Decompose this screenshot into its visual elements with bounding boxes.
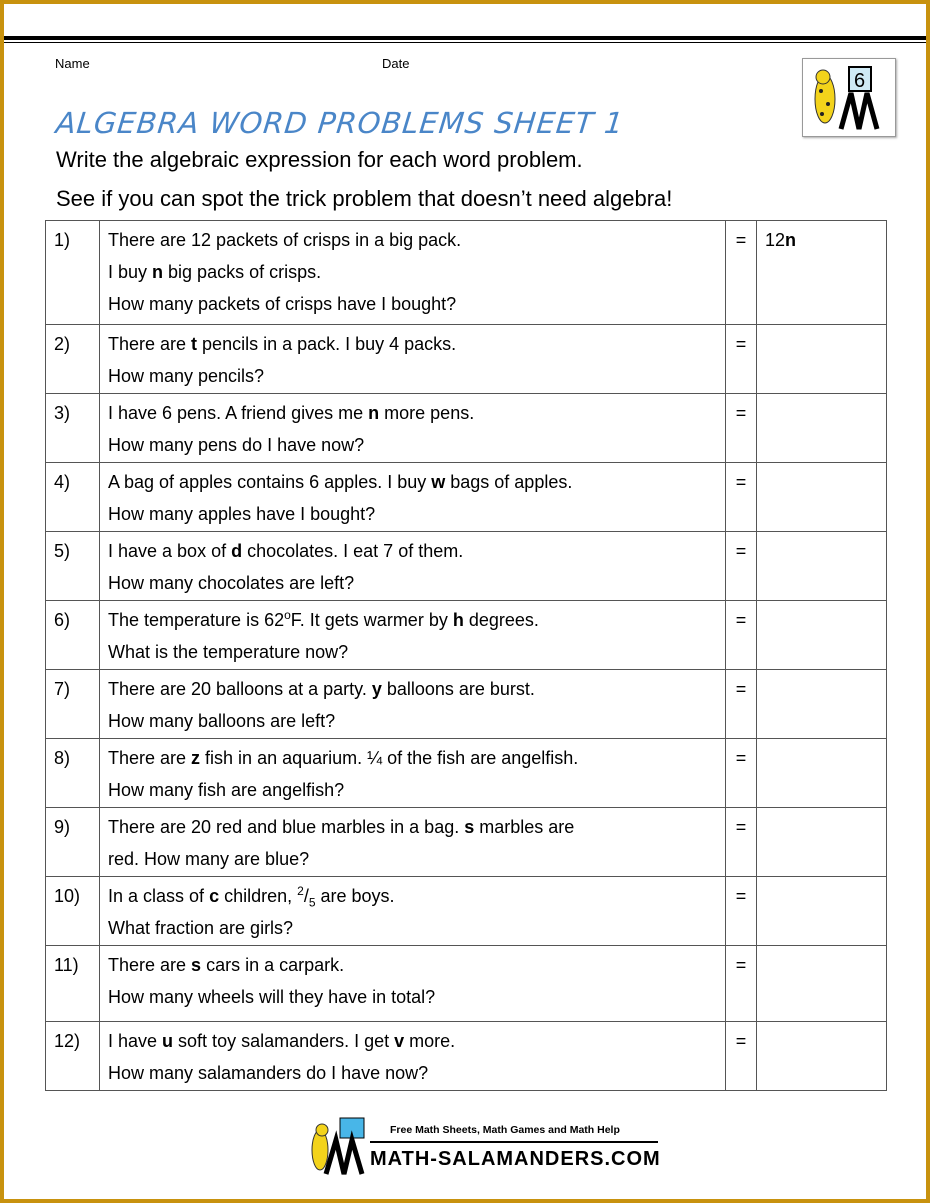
text-segment: / — [303, 886, 309, 906]
variable: s — [191, 955, 202, 975]
variable: s — [464, 817, 475, 837]
text-segment: 12 — [765, 230, 786, 250]
problem-text — [100, 877, 726, 946]
answer-cell[interactable] — [757, 532, 887, 601]
text-segment: chocolates. I eat 7 of them. — [242, 541, 464, 561]
variable: n — [152, 262, 164, 282]
problem-text — [100, 808, 726, 877]
problem-line — [108, 673, 717, 705]
date-label: Date — [382, 56, 410, 71]
text-segment: pencils in a pack. I buy 4 packs. — [197, 334, 457, 354]
problem-line — [108, 843, 717, 875]
text-segment: 5 — [308, 895, 316, 910]
text-segment: bags of apples. — [445, 472, 573, 492]
problem-row — [46, 325, 887, 394]
equals-sign: = — [726, 670, 757, 739]
text-segment: There are 20 red and blue marbles in a bag. — [108, 817, 465, 837]
problem-text — [100, 946, 726, 1022]
problem-line — [108, 1025, 717, 1057]
problem-line — [108, 466, 717, 498]
problem-line — [108, 604, 717, 636]
problem-row — [46, 670, 887, 739]
text-segment: There are — [108, 334, 192, 354]
problem-line — [108, 636, 717, 668]
problem-line — [108, 811, 717, 843]
problem-line — [108, 288, 717, 320]
problems-table — [45, 220, 887, 1091]
problem-number: 8) — [46, 739, 100, 808]
text-segment: How many balloons are left? — [108, 711, 336, 731]
problem-row — [46, 808, 887, 877]
text-segment: F. It gets warmer by — [290, 610, 453, 630]
problem-text — [100, 463, 726, 532]
answer-cell[interactable] — [757, 946, 887, 1022]
problem-line — [108, 880, 717, 912]
footer-salamander-logo-icon — [302, 1116, 370, 1176]
problem-row — [46, 463, 887, 532]
problem-text — [100, 532, 726, 601]
answer-cell[interactable] — [757, 1022, 887, 1091]
problem-text — [100, 601, 726, 670]
problem-line — [108, 256, 717, 288]
page-title: ALGEBRA WORD PROBLEMS SHEET 1 — [54, 106, 626, 140]
text-segment: In a class of — [108, 886, 210, 906]
text-segment: How many fish are angelfish? — [108, 780, 345, 800]
answer-cell[interactable] — [757, 670, 887, 739]
footer-rule — [370, 1141, 658, 1143]
answer-cell[interactable] — [757, 808, 887, 877]
variable: n — [368, 403, 380, 423]
variable: v — [394, 1031, 405, 1051]
text-segment: There are — [108, 748, 192, 768]
text-segment: balloons are burst. — [381, 679, 535, 699]
instruction-1: Write the algebraic expression for each word problem. — [56, 147, 583, 172]
problem-line — [108, 360, 717, 392]
header-rule — [4, 36, 926, 40]
problem-line — [108, 981, 717, 1013]
footer-site-name[interactable]: MATH-SALAMANDERS.COM — [370, 1148, 661, 1170]
text-segment: children, — [219, 886, 298, 906]
problem-row — [46, 532, 887, 601]
text-segment: What is the temperature now? — [108, 642, 349, 662]
grade-logo — [802, 58, 896, 137]
problem-line — [108, 328, 717, 360]
variable: y — [371, 679, 382, 699]
problem-number: 3) — [46, 394, 100, 463]
variable: z — [191, 748, 201, 768]
equals-sign: = — [726, 325, 757, 394]
text-segment: How many chocolates are left? — [108, 573, 355, 593]
text-segment: o — [284, 608, 291, 622]
text-segment: 2 — [297, 884, 304, 898]
text-segment: How many packets of crisps have I bought? — [108, 294, 457, 314]
problem-line — [108, 224, 717, 256]
text-segment: big packs of crisps. — [163, 262, 322, 282]
equals-sign: = — [726, 946, 757, 1022]
text-segment: A bag of apples contains 6 apples. I buy — [108, 472, 432, 492]
answer-cell[interactable] — [757, 601, 887, 670]
variable: u — [162, 1031, 174, 1051]
text-segment: How many wheels will they have in total? — [108, 987, 436, 1007]
text-segment: What fraction are girls? — [108, 918, 294, 938]
problem-row — [46, 601, 887, 670]
text-segment: There are 12 packets of crisps in a big pack. — [108, 230, 462, 250]
answer-cell[interactable] — [757, 877, 887, 946]
equals-sign: = — [726, 394, 757, 463]
text-segment: cars in a carpark. — [201, 955, 345, 975]
text-segment: I buy — [108, 262, 153, 282]
text-segment: I have a box of — [108, 541, 232, 561]
problem-number: 6) — [46, 601, 100, 670]
problem-line — [108, 949, 717, 981]
salamander-logo-icon — [803, 59, 895, 136]
problem-row — [46, 221, 887, 325]
problem-line — [108, 1057, 717, 1089]
answer-cell[interactable] — [757, 739, 887, 808]
equals-sign: = — [726, 463, 757, 532]
instruction-2: See if you can spot the trick problem that doesn’t need algebra! — [56, 186, 673, 211]
problem-number: 5) — [46, 532, 100, 601]
text-segment: marbles are — [474, 817, 575, 837]
problem-line — [108, 912, 717, 944]
problem-text — [100, 739, 726, 808]
problem-number: 11) — [46, 946, 100, 1022]
equals-sign: = — [726, 877, 757, 946]
problem-text — [100, 325, 726, 394]
problem-text — [100, 394, 726, 463]
problem-line — [108, 429, 717, 461]
problem-row — [46, 1022, 887, 1091]
text-segment: more. — [404, 1031, 456, 1051]
answer-cell[interactable] — [757, 221, 887, 325]
text-segment: fish in an aquarium. ¼ of the fish are angelfish. — [200, 748, 579, 768]
problem-line — [108, 705, 717, 737]
problem-number: 1) — [46, 221, 100, 325]
variable: w — [431, 472, 446, 492]
problem-line — [108, 567, 717, 599]
answer-cell[interactable] — [757, 325, 887, 394]
text-segment: I have — [108, 1031, 163, 1051]
equals-sign: = — [726, 808, 757, 877]
header-rule-thin — [4, 42, 926, 43]
answer-cell[interactable] — [757, 394, 887, 463]
text-segment: are boys. — [315, 886, 395, 906]
problem-number: 12) — [46, 1022, 100, 1091]
variable: c — [209, 886, 220, 906]
text-segment: more pens. — [379, 403, 475, 423]
text-segment: soft toy salamanders. I get — [173, 1031, 395, 1051]
text-segment: How many apples have I bought? — [108, 504, 376, 524]
problem-number: 2) — [46, 325, 100, 394]
equals-sign: = — [726, 221, 757, 325]
problem-number: 4) — [46, 463, 100, 532]
problem-number: 7) — [46, 670, 100, 739]
variable: d — [231, 541, 243, 561]
problem-text — [100, 1022, 726, 1091]
footer-tagline: Free Math Sheets, Math Games and Math Help — [390, 1124, 620, 1136]
problem-line — [108, 742, 717, 774]
logo-grade-number: 6 — [854, 70, 866, 92]
equals-sign: = — [726, 1022, 757, 1091]
equals-sign: = — [726, 601, 757, 670]
text-segment: red. How many are blue? — [108, 849, 310, 869]
problem-text — [100, 670, 726, 739]
problem-line — [108, 397, 717, 429]
equals-sign: = — [726, 532, 757, 601]
text-segment: degrees. — [463, 610, 539, 630]
answer-cell[interactable] — [757, 463, 887, 532]
name-label: Name — [55, 56, 90, 71]
variable: t — [191, 334, 198, 354]
problem-text — [100, 221, 726, 325]
problem-row — [46, 877, 887, 946]
problem-row — [46, 394, 887, 463]
text-segment: How many pens do I have now? — [108, 435, 365, 455]
problem-number: 9) — [46, 808, 100, 877]
problem-row — [46, 946, 887, 1022]
text-segment: How many salamanders do I have now? — [108, 1063, 429, 1083]
problem-number: 10) — [46, 877, 100, 946]
variable: h — [452, 610, 464, 630]
text-segment: I have 6 pens. A friend gives me — [108, 403, 369, 423]
problem-line — [108, 498, 717, 530]
text-segment: The temperature is 62 — [108, 610, 285, 630]
equals-sign: = — [726, 739, 757, 808]
problem-line — [108, 535, 717, 567]
problem-row — [46, 739, 887, 808]
variable: n — [785, 230, 797, 250]
text-segment: There are — [108, 955, 192, 975]
problem-line — [108, 774, 717, 806]
text-segment: How many pencils? — [108, 366, 265, 386]
text-segment: There are 20 balloons at a party. — [108, 679, 372, 699]
